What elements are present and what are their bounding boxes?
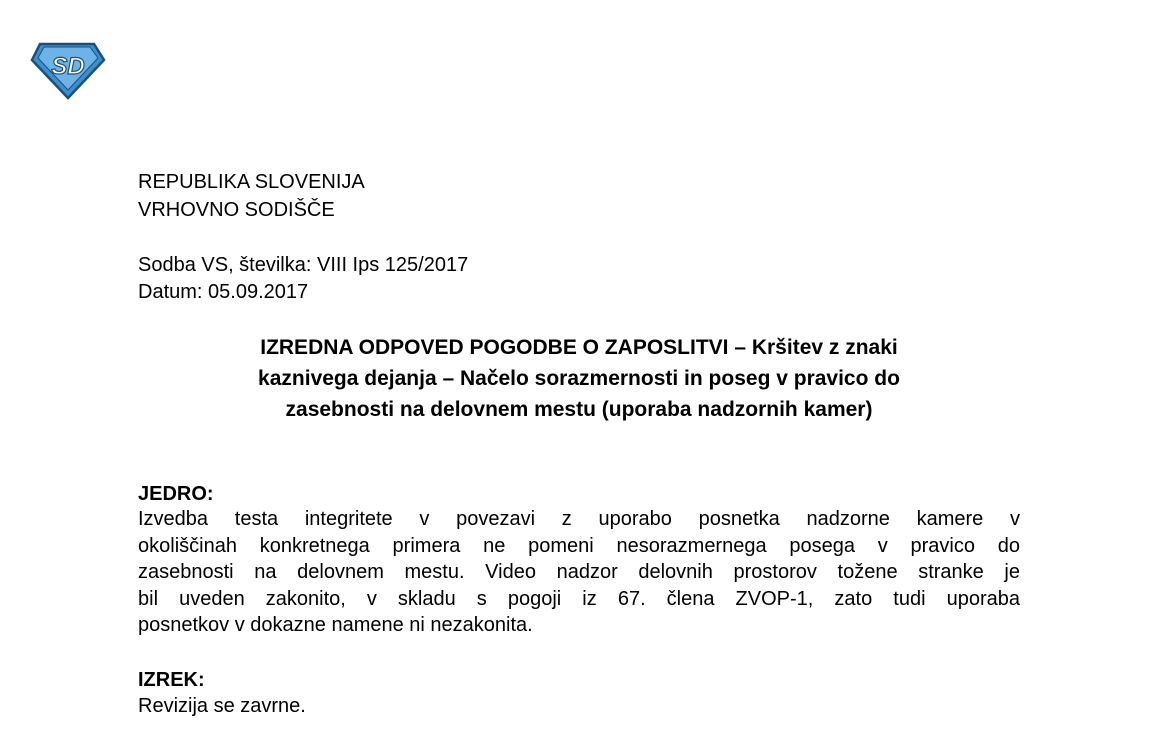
paragraph-line: zasebnosti na delovnem mestu. Video nadzor delovnih prostorov tožene stranke je	[138, 561, 1020, 583]
paragraph-line: Izvedba testa integritete v povezavi z uporabo posnetka nadzorne kamere v	[138, 508, 1020, 530]
paragraph-line: okoliščinah konkretnega primera ne pomeni nesorazmernega posega v pravico do	[138, 534, 1020, 557]
title-line: zasebnosti na delovnem mestu (uporaba nadzornih kamer)	[285, 398, 873, 421]
jedro-paragraph	[138, 506, 1020, 639]
izrek-heading: IZREK:	[138, 669, 205, 691]
title-line: kaznivega dejanja – Načelo sorazmernosti in poseg v pravico do	[258, 367, 900, 390]
izrek-text: Revizija se zavrne.	[138, 695, 306, 717]
paragraph-line: posnetkov v dokazne namene ni nezakonita.	[138, 614, 533, 636]
header-country: REPUBLIKA SLOVENIJA	[138, 171, 365, 193]
logo-lettering: SD	[51, 53, 85, 80]
jedro-heading: JEDRO:	[138, 483, 214, 505]
diamond-shield-logo-icon	[30, 38, 106, 100]
paragraph-line: bil uveden zakonito, v skladu s pogoji iz 67. člena ZVOP-1, zato tudi uporaba	[138, 587, 1020, 610]
case-date: Datum: 05.09.2017	[138, 281, 309, 303]
title-line: IZREDNA ODPOVED POGODBE O ZAPOSLITVI – Kršitev z znaki	[260, 336, 898, 359]
court-logo	[30, 38, 106, 100]
header-court: VRHOVNO SODIŠČE	[138, 199, 335, 221]
case-number: Sodba VS, številka: VIII Ips 125/2017	[138, 254, 469, 276]
document-title	[138, 332, 1020, 425]
